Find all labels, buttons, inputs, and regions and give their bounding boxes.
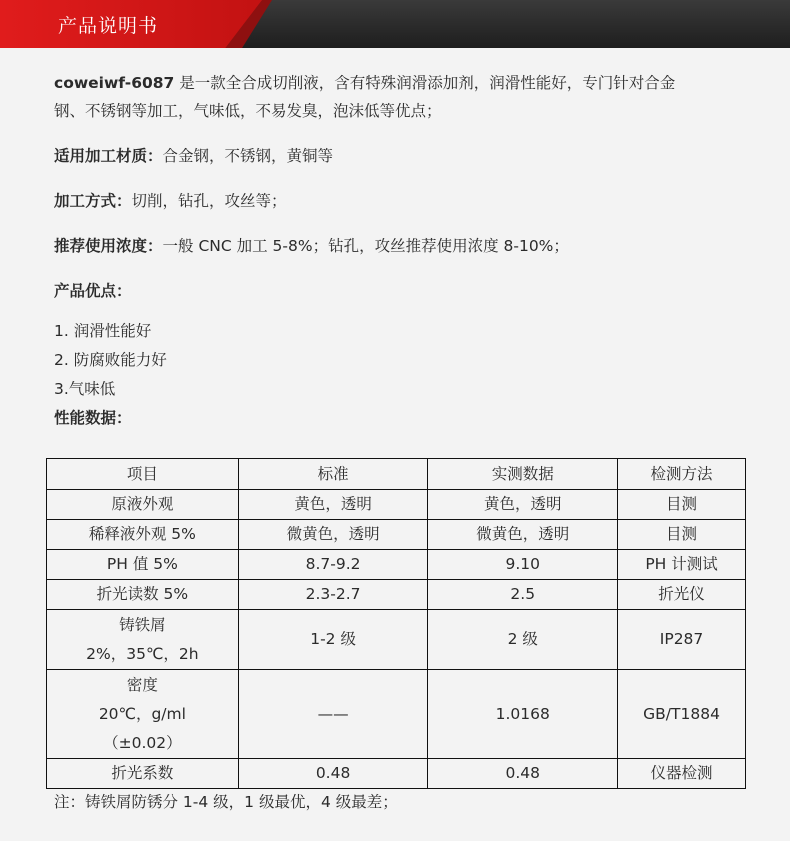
cell-standard: 8.7-9.2 [238,550,428,580]
table-header-row [47,459,746,490]
cell-measured: 2 级 [428,610,618,670]
cell-item-line: （±0.02） [103,733,182,752]
cell-item-line: 2%，35℃，2h [86,644,199,663]
intro-paragraph [54,69,744,125]
cell-method: 目测 [618,520,746,550]
table-row [47,550,746,580]
concentration-value: 一般 CNC 加工 5-8%；钻孔，攻丝推荐使用浓度 8-10%； [162,237,569,255]
table-row [47,759,746,789]
manual-content [54,69,744,432]
cell-method: PH 计测试 [618,550,746,580]
cell-standard: 0.48 [238,759,428,789]
cell-standard: —— [238,670,428,759]
table-row [47,670,746,759]
list-item: 1. 润滑性能好 [54,322,152,340]
intro-text-2: 钢、不锈钢等加工，气味低，不易发臭，泡沫低等优点； [54,102,442,120]
footnote: 注：铸铁屑防锈分 1-4 级，1 级最优，4 级最差； [54,793,398,811]
materials-line [54,142,744,170]
materials-label: 适用加工材质： [54,147,163,165]
list-item: 2. 防腐败能力好 [54,351,167,369]
cell-method: 折光仪 [618,580,746,610]
cell-item-line: 铸铁屑 [119,615,166,634]
banner-title: 产品说明书 [58,15,159,37]
cell-item: 折光系数 [47,759,239,789]
product-code: coweiwf-6087 [54,74,175,92]
cell-method: GB/T1884 [618,670,746,759]
intro-text-1: 是一款全合成切削液，含有特殊润滑添加剂，润滑性能好，专门针对合金 [174,74,676,92]
cell-method: 仪器检测 [618,759,746,789]
methods-line [54,187,744,215]
table-row [47,610,746,670]
cell-method: IP287 [618,610,746,670]
methods-label: 加工方式： [54,192,132,210]
cell-item [47,610,239,670]
cell-measured: 黄色，透明 [428,490,618,520]
cell-measured: 0.48 [428,759,618,789]
header-banner [0,0,790,48]
performance-table [46,458,746,789]
performance-heading: 性能数据： [54,409,132,427]
cell-item-line: 密度 [126,675,158,694]
cell-measured: 微黄色，透明 [428,520,618,550]
cell-item: 折光读数 5% [47,580,239,610]
cell-measured: 1.0168 [428,670,618,759]
cell-item-line: 20℃，g/ml [98,704,186,723]
materials-value: 合金钢，不锈钢，黄铜等 [162,147,334,165]
advantages-heading: 产品优点： [54,282,132,300]
cell-measured: 9.10 [428,550,618,580]
header-measured: 实测数据 [428,459,618,490]
cell-item: 稀释液外观 5% [47,520,239,550]
table-row [47,490,746,520]
header-standard: 标准 [238,459,428,490]
methods-value: 切削，钻孔，攻丝等； [131,192,287,210]
cell-standard: 1-2 级 [238,610,428,670]
cell-standard: 微黄色，透明 [238,520,428,550]
cell-method: 目测 [618,490,746,520]
list-item: 3.气味低 [54,380,116,398]
cell-standard: 黄色，透明 [238,490,428,520]
concentration-label: 推荐使用浓度： [54,237,163,255]
header-method: 检测方法 [618,459,746,490]
concentration-line [54,232,744,260]
table-row [47,520,746,550]
table-row [47,580,746,610]
cell-item [47,670,239,759]
cell-item: 原液外观 [47,490,239,520]
header-item: 项目 [47,459,239,490]
cell-standard: 2.3-2.7 [238,580,428,610]
cell-item: PH 值 5% [47,550,239,580]
cell-measured: 2.5 [428,580,618,610]
advantages-list [54,317,744,404]
